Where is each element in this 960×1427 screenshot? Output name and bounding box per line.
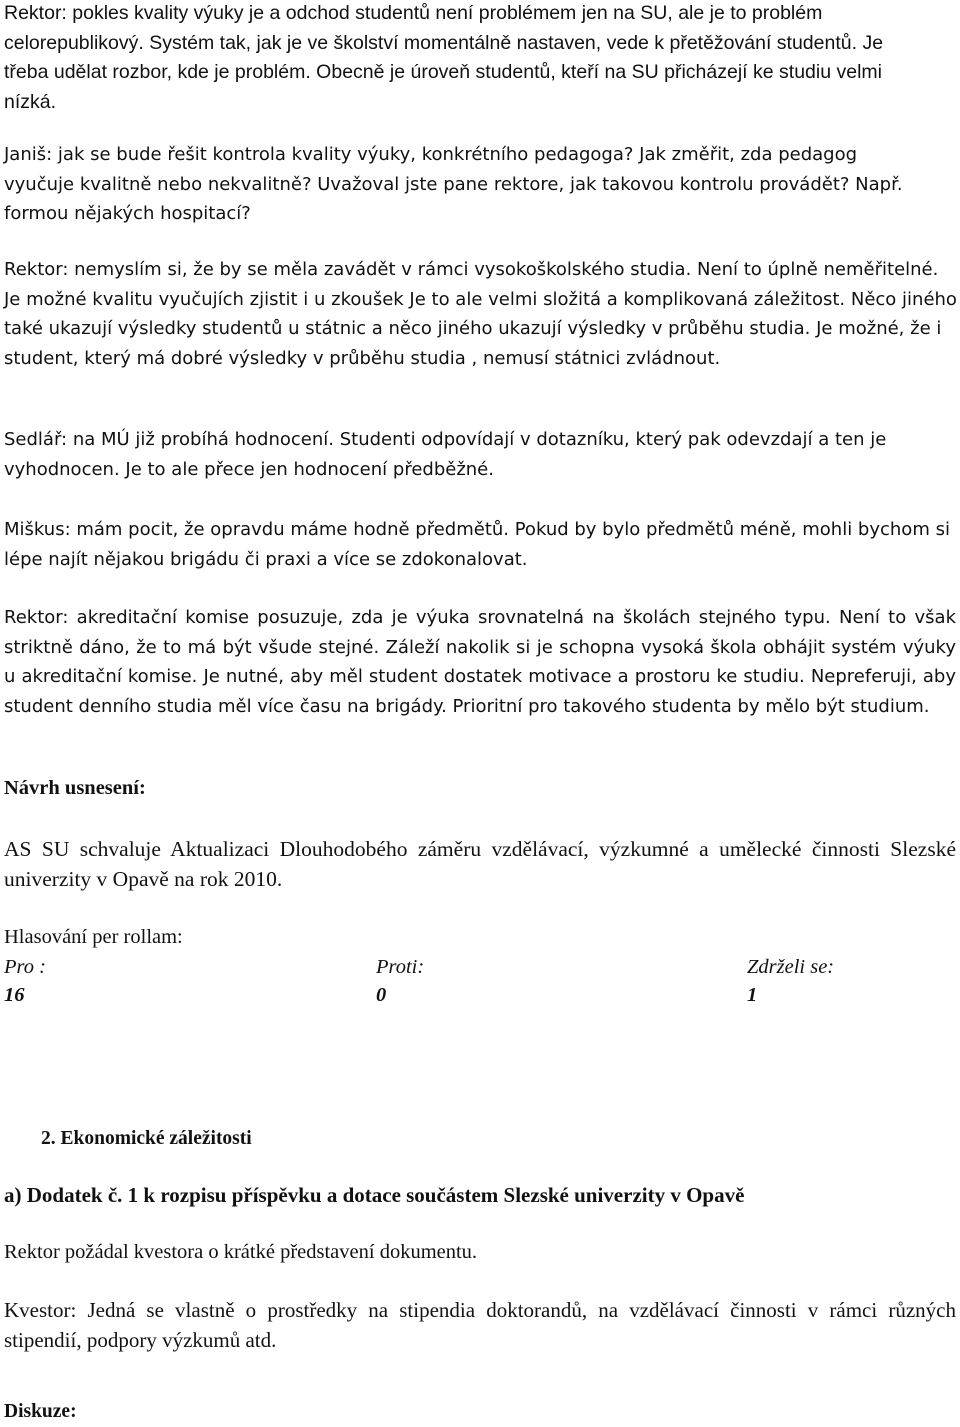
paragraph-janis-question: Janiš: jak se bude řešit kontrola kvality výuky, konkrétního pedagoga? Jak změřit, zda pedagog vyučuje kvalitně nebo nekvalitně? Uvažoval jste pane rektore, jak takovou kontrolu provádět? Např. formou nějakých hospitací? <box>4 144 903 224</box>
paragraph-rektor-accreditation: Rektor: akreditační komise posuzuje, zda je výuka srovnatelná na školách stejného typu. Není to však striktně dáno, že to má být všude stejné. Záleží nakolik si je schopna vysoká škola obhájit systém výuky u akreditační komise. Je nutné, aby měl student dostatek motivace a prostoru ke studiu. Nepreferuji, aby student denního studia měl více času na brigády. Prioritní pro takového studenta by mělo být studium. <box>4 607 956 717</box>
resolution-heading: Návrh usnesení: <box>4 777 146 799</box>
paragraph-miskus: Miškus: mám pocit, že opravdu máme hodně předmětů. Pokud by bylo předmětů méně, mohli bychom si lépe najít nějakou brigádu či praxi a více se zdokonalovat. <box>4 519 950 570</box>
vote-values-row <box>4 980 947 1010</box>
vote-against-value: 0 <box>376 984 387 1006</box>
vote-for-label: Pro : <box>4 956 46 978</box>
kvestor-statement: Kvestor: Jedná se vlastně o prostředky na stipendia doktorandů, na vzdělávací činnosti v rámci různých stipendií, podpory výzkumů atd. <box>4 1298 956 1352</box>
resolution-text: AS SU schvaluje Aktualizaci Dlouhodobého záměru vzdělávací, výzkumné a umělecké činnosti Slezské univerzity v Opavě na rok 2010. <box>4 837 956 891</box>
vote-label: Hlasování per rollam: <box>4 926 183 948</box>
paragraph-rektor-quality-decline: Rektor: pokles kvality výuky je a odchod studentů není problémem jen na SU, ale je to problém celorepublikový. Systém tak, jak je ve školství momentálně nastaven, vede k přetěžování studentů. Je třeba udělat rozbor, kde je problém. Obecně je úroveň studentů, kteří na SU přicházejí ke studiu velmi nízká. <box>4 2 884 113</box>
rektor-request: Rektor požádal kvestora o krátké představení dokumentu. <box>4 1241 478 1263</box>
vote-labels-row <box>4 952 947 982</box>
discussion-heading: Diskuze: <box>4 1401 77 1422</box>
vote-for-value: 16 <box>4 984 25 1006</box>
paragraph-rektor-reply: Rektor: nemyslím si, že by se měla zavádět v rámci vysokoškolského studia. Není to úplně neměřitelné. Je možné kvalitu vyučujích zjistit i u zkoušek Je to ale velmi složitá a komplikovaná záležitost. Něco jiného také ukazují výsledky studentů u státnic a něco jiného ukazují výsledky v průběhu studia. Je možné, že i student, který má dobré výsledky v průběhu studia , nemusí státnici zvládnout. <box>4 259 957 369</box>
vote-against-label: Proti: <box>376 956 425 978</box>
paragraph-sedlar: Sedlář: na MÚ již probíhá hodnocení. Studenti odpovídají v dotazníku, který pak odevzdají a ten je vyhodnocen. Je to ale přece jen hodnocení předběžné. <box>4 429 887 480</box>
section-subheading: a) Dodatek č. 1 k rozpisu příspěvku a dotace součástem Slezské univerzity v Opavě <box>4 1183 745 1207</box>
section-heading: 2. Ekonomické záležitosti <box>41 1128 252 1149</box>
vote-abstain-label: Zdrželi se: <box>747 956 835 978</box>
vote-abstain-value: 1 <box>747 984 758 1006</box>
